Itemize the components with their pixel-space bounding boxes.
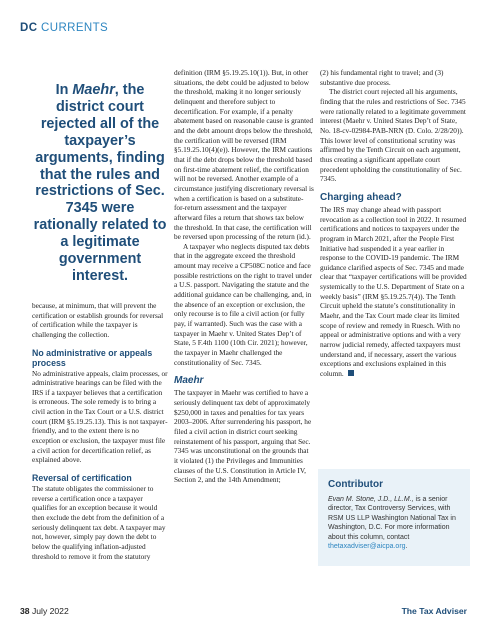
heading-maehr: Maehr	[174, 375, 204, 387]
paragraph: The taxpayer in Maehr was certified to have a seriously delinquent tax debt of approximately $250,000 in taxes and penalties for tax years 2003–2006. After surrendering his passport, he filed a civil action in district court seeking reinstatement of his passport, arguing that Sec. 7345 was unconstitutional on the grounds that it violated (1) the Privileges and Immunities clauses of the U.S. Constitution in Article IV, Section 2, and the 14th Amendment;	[174, 388, 312, 485]
publication-name: The Tax Adviser	[401, 606, 467, 616]
section-header	[20, 22, 108, 34]
paragraph: A taxpayer who neglects disputed tax debts that in the aggregate exceed the threshold amount may receive a CP508C notice and face possible restrictions on the right to travel under a U.S. passport. Navigating the statute and the additional guidance can be challenging, and, in the absence of an exception or exclusion, the only recourse is to file a civil action (or fully pay, if warranted). Such was the case with a taxpayer in Maehr v. United States Dep’t of State, 5 F.4th 1100 (10th Cir. 2021); however, the taxpayer in Maehr challenged the constitutionality of Sec. 7345.	[174, 241, 313, 367]
contact-email-link[interactable]: thetaxadviser@aicpa.org	[328, 543, 406, 551]
column-3	[320, 68, 468, 379]
paragraph: because, at minimum, that will prevent the certification or establish grounds for reversal of certification while the taxpayer is challenging the collection.	[32, 300, 164, 339]
contributor-bio: Evan M. Stone, J.D., LL.M., is a senior director, Tax Controversy Services, with RSM US LLP Washington National Tax in Washington, D.C. For more information about this column, contact thetaxadviser@aicpa.org.	[328, 496, 456, 551]
column-2	[174, 68, 314, 485]
paragraph: The IRS may change ahead with passport revocation as a collection tool in 2022. It resumed certifications and notices to taxpayers under the program in March 2021, after the People First Initiative had suspended it a year earlier in response to the COVID-19 pandemic. The IRM guidance clarified aspects of Sec. 7345 and made clear that “taxpayer certifications will be provided systemically to the U.S. Department of State on a weekly basis” (IRM §5.19.25.7(4)). The Tenth Circuit upheld the statute’s constitutionality in Maehr, and the Tax Court made clear its limited scope of review and remedy in Ruesch. With no appeal or administrative options and with a very narrow judicial remedy, affected taxpayers must understand and, if necessary, assert the various exceptions and exclusions explained in this column.	[320, 204, 467, 379]
section-header-abbrev: DC	[20, 22, 38, 34]
pull-quote: In Maehr, the district court rejected all of the taxpayer’s arguments, finding that the rules and restrictions of Sec. 7345 were rationally related to a legitimate government interest.	[33, 82, 167, 284]
column-1	[32, 68, 168, 561]
footer-left	[20, 606, 69, 616]
paragraph: The statute obligates the commissioner to reverse a certification once a taxpayer qualifies for an exception because it would then exclude the debt from the definition of a seriously delinquent tax debt. A taxpayer may not, however, simply pay down the debt to below the qualifying inflation-adjusted threshold to remove it from the statutory	[32, 484, 166, 561]
paragraph: definition (IRM §5.19.25.10(1)). But, in other situations, the debt could be adjusted to below the threshold, making it no longer seriously delinquent and therefore subject to decertification. For example, if a penalty abatement based on reasonable cause is granted and the debt amount drops below the threshold, the certification will be reversed (IRM §5.19.25.10(4)(e)). However, the IRM cautions that if the debt drops below the threshold based on first-time abatement relief, the certification will not be reversed. Another example of a circumstance justifying discretionary reversal is when a certification is based on a substitute-for-return assessment and the taxpayer afterward files a return that shows tax below the threshold. In that case, the certification will be reversed upon processing of the return (id.).	[174, 68, 314, 242]
paragraph: The district court rejected all his arguments, finding that the rules and restrictions of Sec. 7345 were rationally related to a legitimate government interest (Maehr v. United States Dep’t of State, No. 18-cv-02984-PAB-NRN (D. Colo. 2/28/20)). This lower level of constitutional scrutiny was affirmed by the Tenth Circuit on each argument, thus creating a significant appellate court precedent upholding the constitutionality of Sec. 7345.	[320, 87, 466, 184]
contributor-title: Contributor	[328, 479, 383, 490]
pull-quote-case: Maehr	[72, 82, 115, 98]
paragraph: No administrative appeals, claim processes, or administrative hearings can be filed with the IRS if a taxpayer believes that a certification is erroneous. The sole remedy is to bring a civil action in the Tax Court or a U.S. district court (IRM §5.19.25.13). This is not taxpayer-friendly, and to the extent there is no exception or exclusion, the taxpayer must file a civil action for decertification relief, as explained above.	[32, 368, 168, 465]
heading-no-appeals: No administrative or appeals process	[32, 347, 153, 368]
contributor-name: Evan M. Stone, J.D., LL.M.,	[328, 496, 414, 503]
paragraph: (2) his fundamental right to travel; and (3) substantive due process.	[320, 68, 444, 87]
heading-charging-ahead: Charging ahead?	[320, 191, 402, 203]
page-number: 38	[20, 606, 30, 616]
end-mark	[348, 370, 354, 376]
contributor-box	[318, 469, 470, 566]
heading-reversal: Reversal of certification	[32, 473, 132, 484]
issue-date: July 2022	[31, 606, 69, 616]
section-header-name: CURRENTS	[41, 22, 109, 34]
